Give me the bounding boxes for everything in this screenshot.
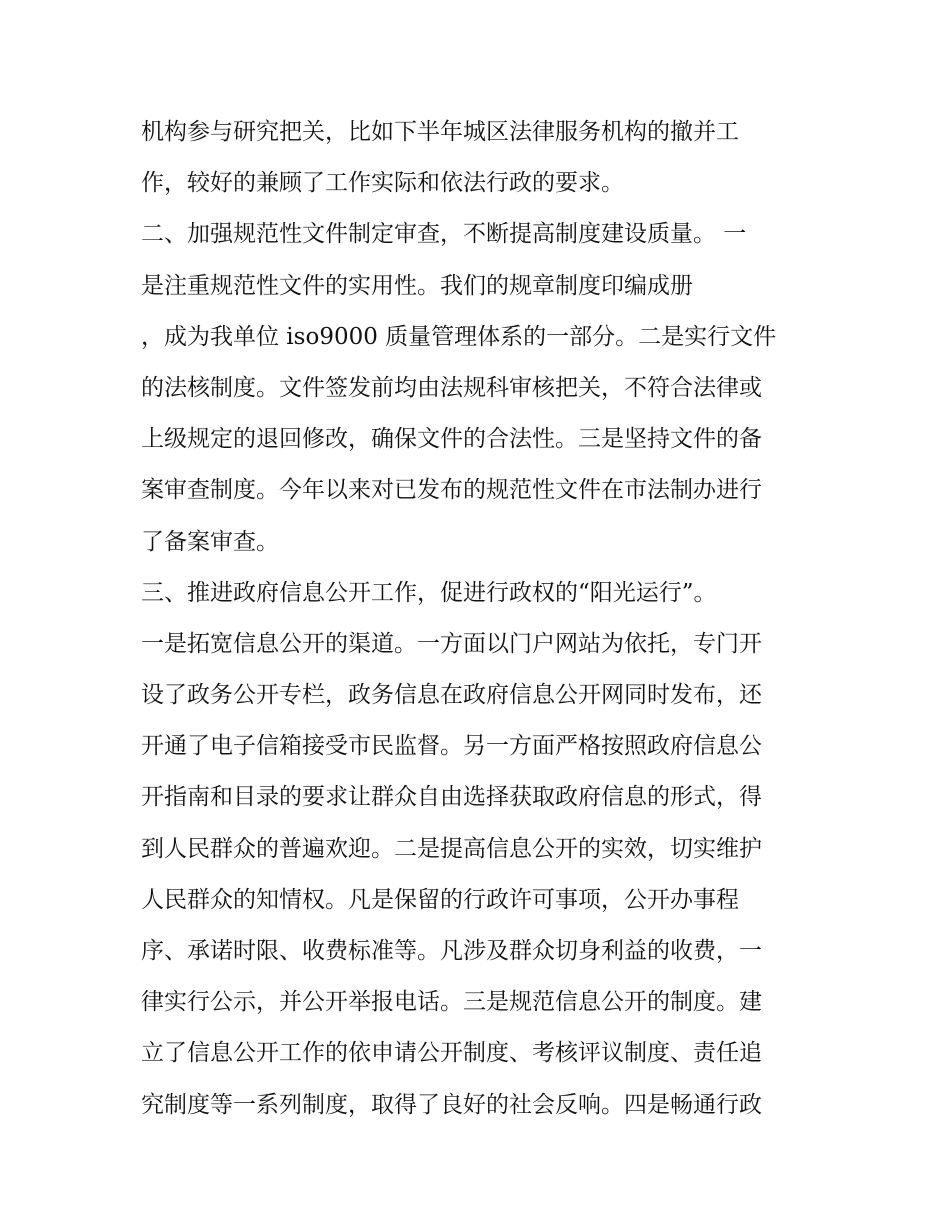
section-heading: 二、加强规范性文件制定审查，不断提高制度建设质量。 一: [141, 221, 747, 248]
text-line: ，成为我单位 iso9000 质量管理体系的一部分。二是实行文件: [141, 323, 777, 350]
text-line: 立了信息公开工作的依申请公开制度、考核评议制度、责任追: [141, 1040, 762, 1067]
text-line: 上级规定的退回修改，确保文件的合法性。三是坚持文件的备: [141, 426, 762, 453]
text-line: 一是拓宽信息公开的渠道。一方面以门户网站为依托，专门开: [141, 630, 762, 657]
text-line: 案审查制度。今年以来对已发布的规范性文件在市法制办进行: [141, 477, 762, 504]
text-line: 的法核制度。文件签发前均由法规科审核把关，不符合法律或: [141, 374, 762, 401]
text-line: 了备案审查。: [141, 528, 279, 555]
document-body: [141, 107, 821, 1131]
text-line: 究制度等一系列制度，取得了良好的社会反响。四是畅通行政: [141, 1091, 762, 1118]
text-line: 序、承诺时限、收费标准等。凡涉及群众切身利益的收费，一: [141, 938, 762, 964]
text-line: 机构参与研究把关，比如下半年城区法律服务机构的撤并工: [141, 119, 739, 145]
text-line: 开通了电子信箱接受市民监督。另一方面严格按照政府信息公: [141, 733, 762, 760]
text-line: 设了政务公开专栏，政务信息在政府信息公开网同时发布，还: [141, 682, 762, 709]
text-line: 律实行公示，并公开举报电话。三是规范信息公开的制度。建: [141, 989, 762, 1016]
text-line: 是注重规范性文件的实用性。我们的规章制度印编成册: [141, 272, 693, 299]
text-line: 作，较好的兼顾了工作实际和依法行政的要求。: [141, 170, 624, 197]
section-heading: 三、推进政府信息公开工作，促进行政权的“阳光运行”。: [141, 579, 717, 606]
text-line: 开指南和目录的要求让群众自由选择获取政府信息的形式，得: [141, 784, 762, 811]
text-line: 到人民群众的普遍欢迎。二是提高信息公开的实效，切实维护: [141, 835, 762, 862]
text-line: 人民群众的知情权。凡是保留的行政许可事项，公开办事程: [141, 886, 739, 913]
